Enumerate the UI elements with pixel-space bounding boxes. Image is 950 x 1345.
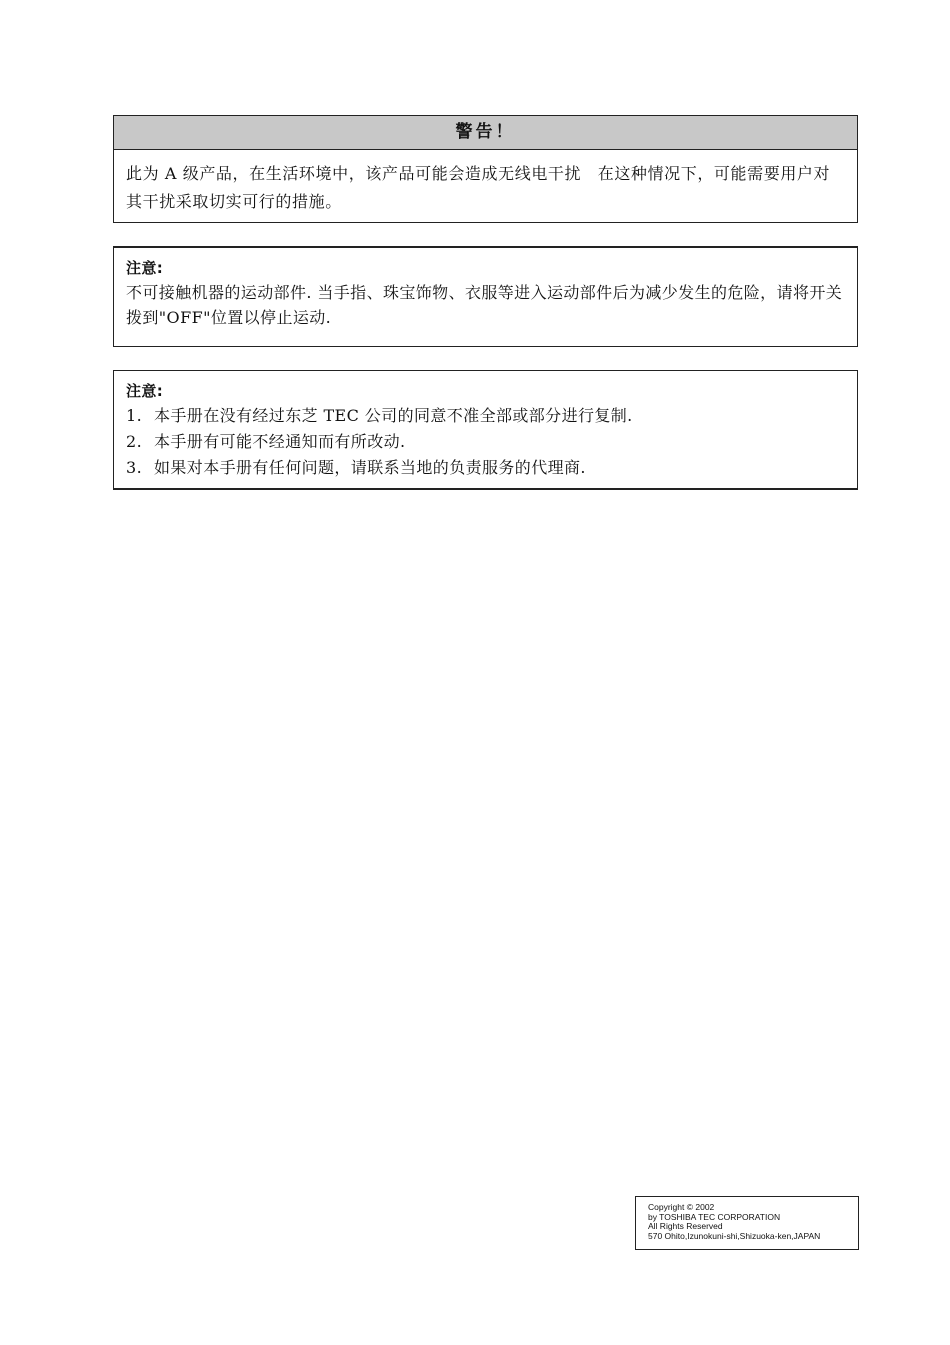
list-item-number: 1. — [126, 406, 143, 425]
notes-list — [126, 403, 845, 481]
caution-box-manual-notes — [113, 370, 858, 490]
copyright-box — [635, 1196, 859, 1250]
list-item — [126, 455, 845, 481]
list-item-text: 本手册有可能不经通知而有所改动. — [154, 432, 406, 451]
warning-text: 此为 A 级产品，在生活环境中，该产品可能会造成无线电干扰 在这种情况下，可能需要用户对其干扰采取切实可行的措施。 — [126, 164, 831, 211]
list-item — [126, 429, 845, 455]
warning-box — [113, 115, 858, 223]
copyright-line: Copyright © 2002 — [648, 1202, 715, 1212]
list-item-text: 本手册在没有经过东芝 TEC 公司的同意不准全部或部分进行复制. — [154, 406, 633, 425]
caution-title: 注意: — [126, 382, 164, 400]
list-item-text: 如果对本手册有任何问题，请联系当地的负责服务的代理商. — [154, 458, 586, 477]
copyright-address: 570 Ohito,Izunokuni-shi,Shizuoka-ken,JAPAN — [648, 1230, 821, 1241]
list-item — [126, 403, 845, 429]
caution-box-moving-parts — [113, 246, 858, 347]
list-item-number: 2. — [126, 432, 143, 451]
copyright-rights: All Rights Reserved — [648, 1221, 723, 1232]
caution-text: 不可接触机器的运动部件. 当手指、珠宝饰物、衣服等进入运动部件后为减少发生的危险，请将开关拨到"OFF"位置以停止运动. — [126, 283, 843, 327]
warning-title: 警告！ — [114, 116, 857, 150]
caution-title: 注意: — [126, 259, 164, 277]
copyright-company: by TOSHIBA TEC CORPORATION — [648, 1211, 781, 1222]
list-item-number: 3. — [126, 458, 143, 477]
